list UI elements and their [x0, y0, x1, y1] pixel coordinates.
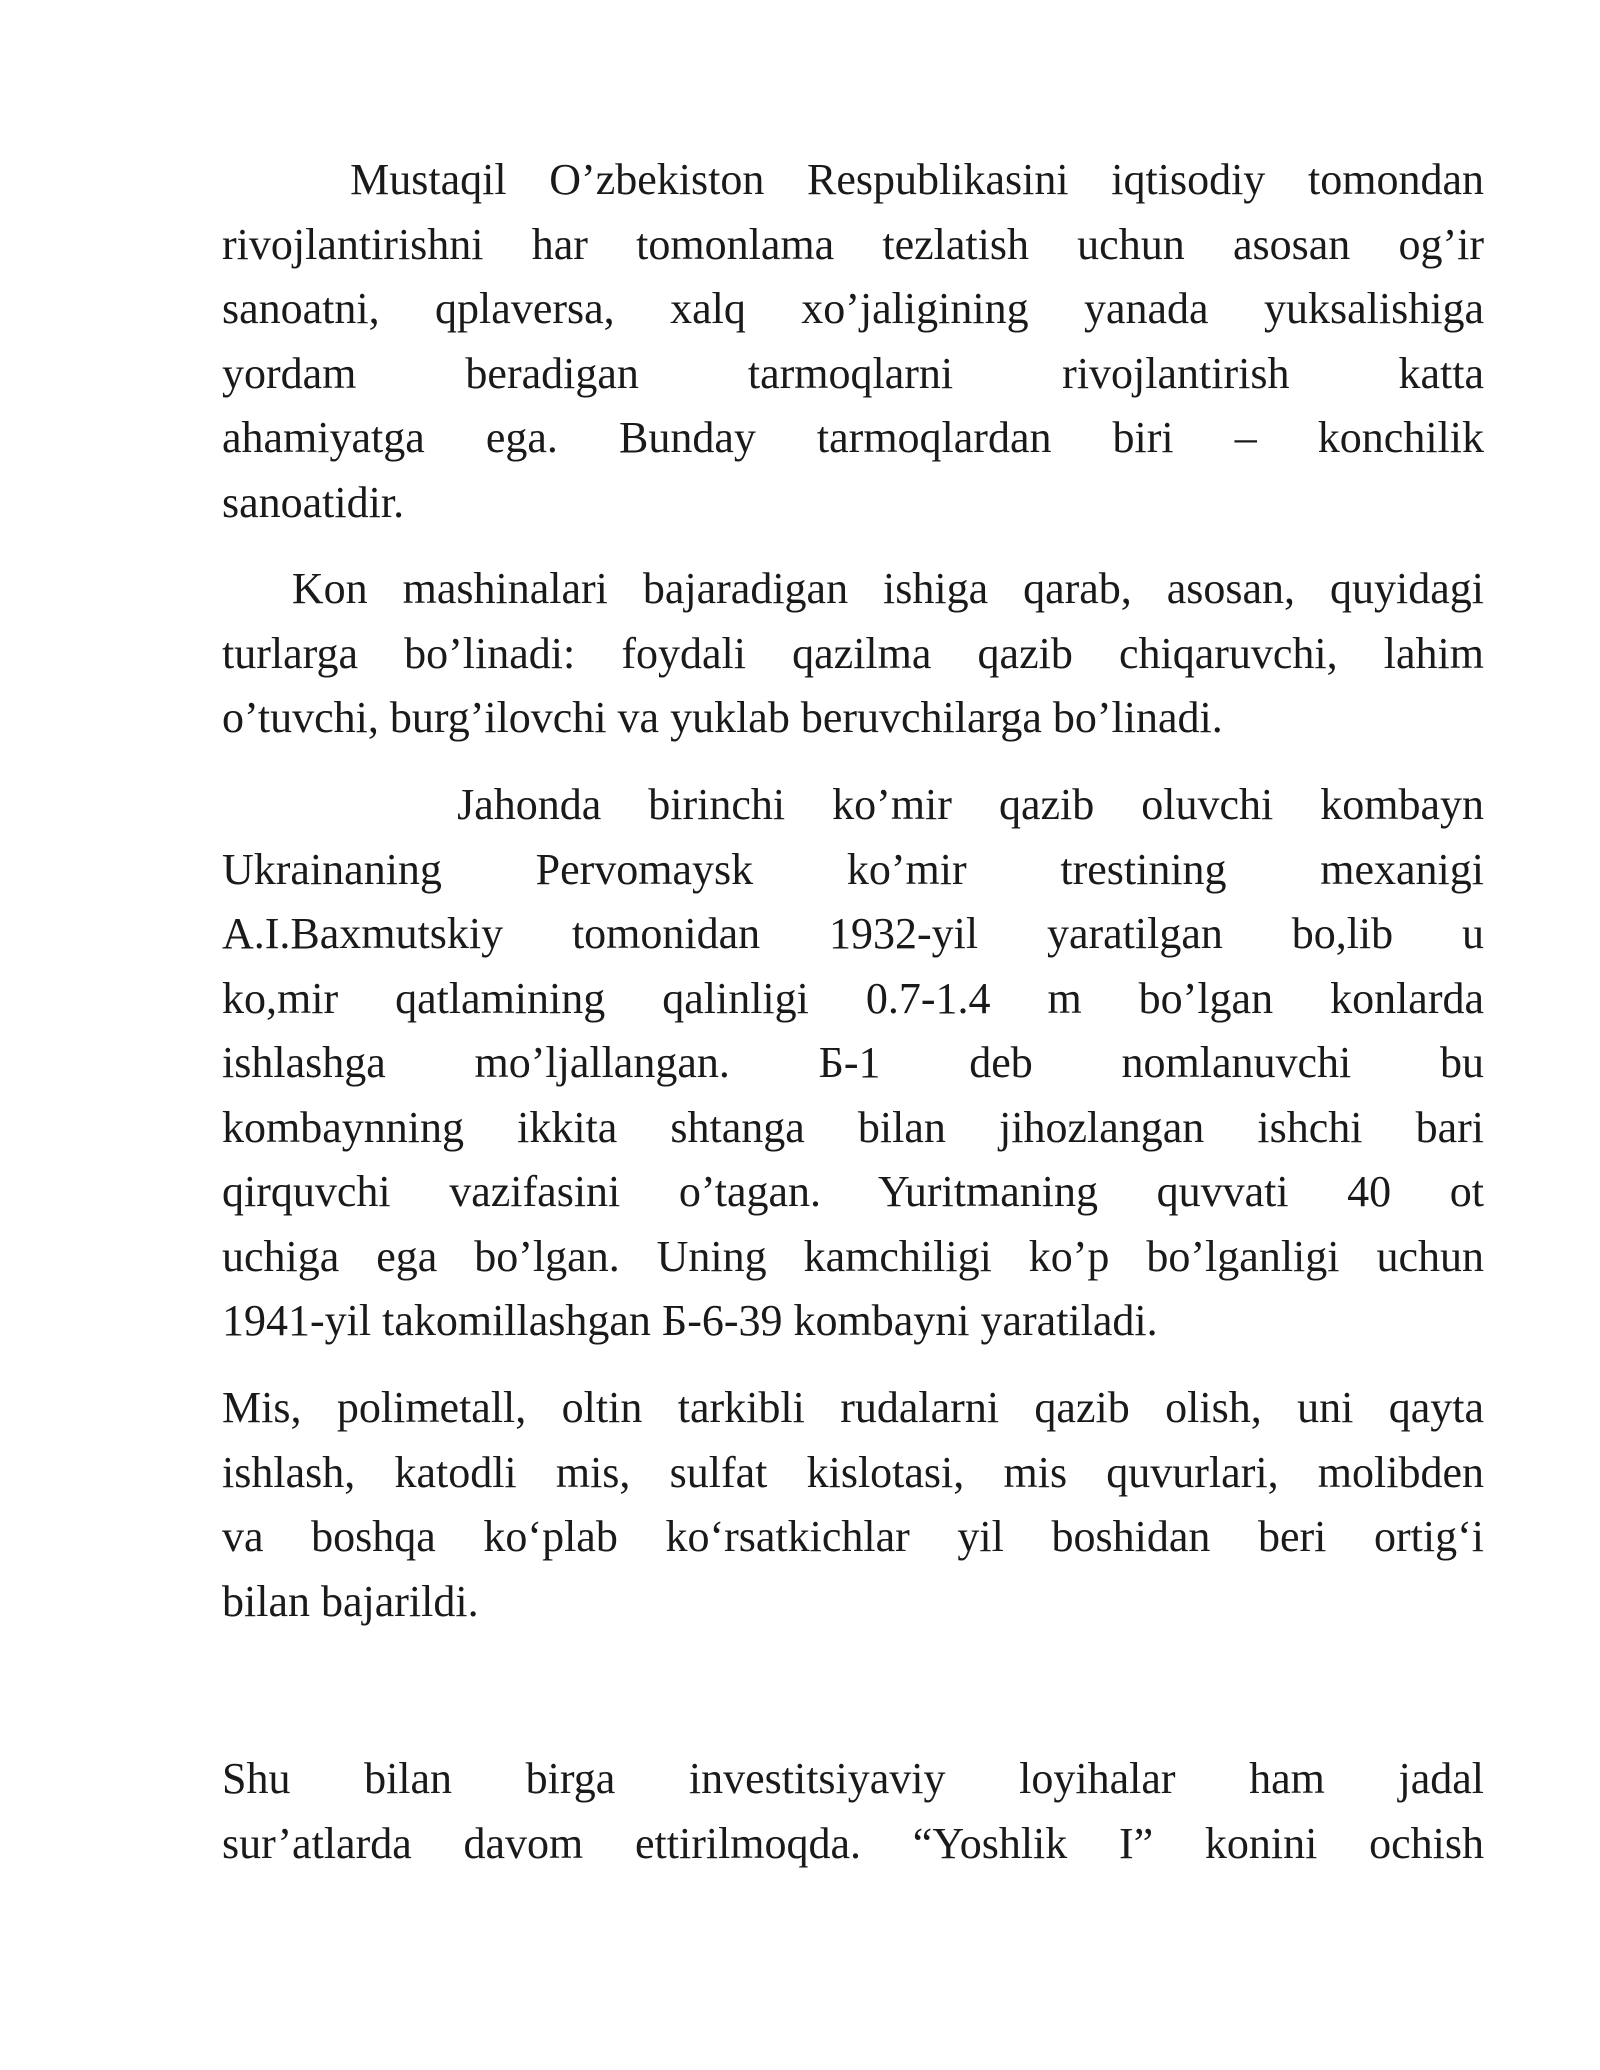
text-line: va boshqa ko‘plab ko‘rsatkichlar yil boshidan beri ortig‘i: [222, 1512, 1484, 1561]
text-line: ishlashga mo’ljallangan. Б-1 deb nomlanuvchi bu: [222, 1038, 1484, 1087]
text-line: Mis, polimetall, oltin tarkibli rudalarni qazib olish, uni qayta: [222, 1383, 1484, 1432]
text-line: uchiga ega bo’lgan. Uning kamchiligi ko’p bo’lganligi uchun: [222, 1231, 1484, 1281]
text-line: Mustaqil O’zbekiston Respublikasini iqtisodiy tomondan: [222, 155, 1484, 204]
text-line: ko,mir qatlamining qalinligi 0.7-1.4 m bo’lgan konlarda: [222, 973, 1484, 1023]
paragraph-investment: [222, 1747, 1484, 1876]
text-line: sanoatni, qplaversa, xalq xo’jaligining yanada yuksalishiga: [222, 284, 1484, 333]
text-line: sur’atlarda davom ettirilmoqda. “Yoshlik I” konini ochish: [222, 1818, 1484, 1868]
text-line: ishlash, katodli mis, sulfat kislotasi, mis quvurlari, molibden: [222, 1447, 1484, 1497]
text-line: bilan bajarildi.: [222, 1576, 479, 1626]
paragraph-intro: [222, 148, 1484, 535]
text-line: Shu bilan birga investitsiyaviy loyihalar ham jadal: [222, 1754, 1484, 1803]
text-line: turlarga bo’linadi: foydali qazilma qazib chiqaruvchi, lahim: [222, 628, 1484, 678]
text-line: sanoatidir.: [222, 477, 405, 527]
text-line: 1941-yil takomillashgan Б-6-39 kombayni yaratiladi.: [222, 1296, 1158, 1345]
text-line: yordam beradigan tarmoqlarni rivojlantirish katta: [222, 348, 1484, 398]
paragraph-first-combine: [222, 773, 1484, 1354]
text-line: qirquvchi vazifasini o’tagan. Yuritmaning quvvati 40 ot: [222, 1167, 1484, 1216]
text-line: o’tuvchi, burg’ilovchi va yuklab beruvchilarga bo’linadi.: [222, 693, 1223, 742]
paragraph-machine-types: [222, 557, 1484, 751]
text-line: Ukrainaning Pervomaysk ko’mir trestining mexanigi: [222, 844, 1484, 894]
text-line: A.I.Baxmutskiy tomonidan 1932-yil yaratilgan bo,lib u: [222, 909, 1484, 958]
text-line: ahamiyatga ega. Bunday tarmoqlardan biri – konchilik: [222, 413, 1484, 462]
text-line: Jahonda birinchi ko’mir qazib oluvchi kombayn: [222, 780, 1484, 829]
text-line: Kon mashinalari bajaradigan ishiga qarab, asosan, quyidagi: [222, 564, 1484, 613]
text-line: kombaynning ikkita shtanga bilan jihozlangan ishchi bari: [222, 1102, 1484, 1152]
text-line: rivojlantirishni har tomonlama tezlatish uchun asosan og’ir: [222, 219, 1484, 269]
paragraph-production: [222, 1376, 1484, 1634]
